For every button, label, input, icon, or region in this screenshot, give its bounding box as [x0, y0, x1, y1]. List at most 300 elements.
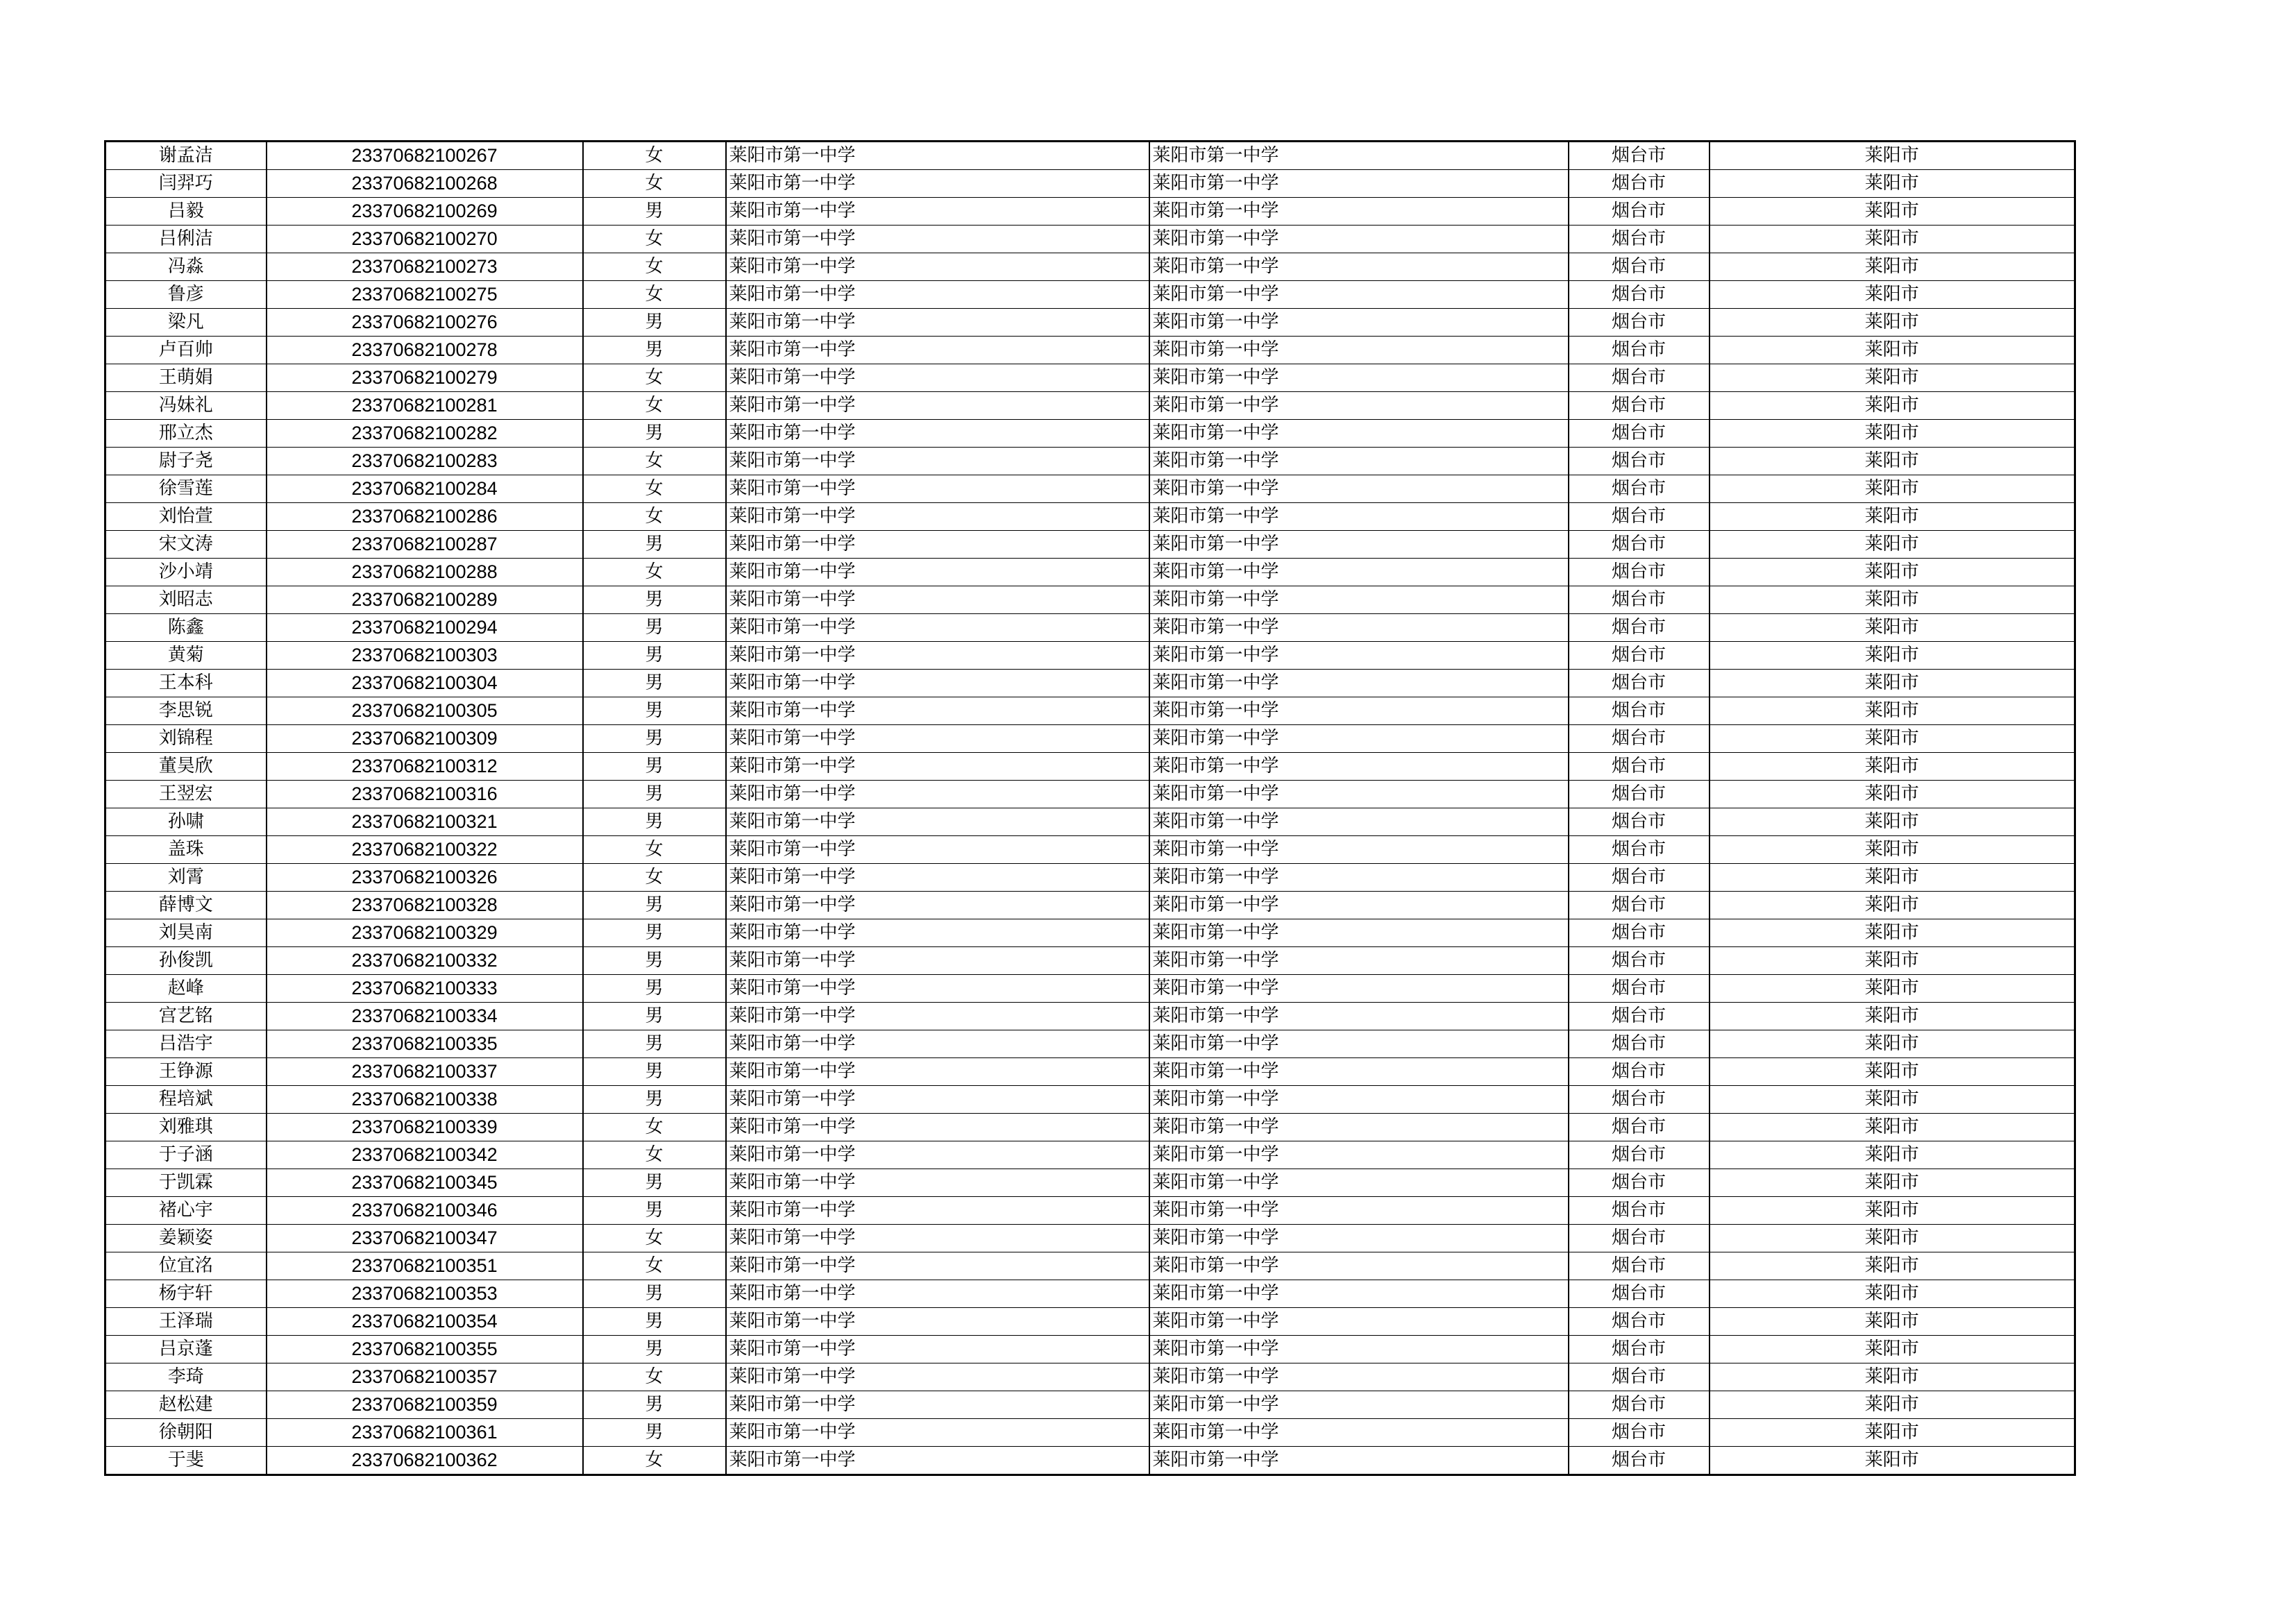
- name-cell: 闫羿巧: [105, 170, 267, 198]
- exam-id-cell: 23370682100347: [267, 1225, 583, 1252]
- school-cell: 莱阳市第一中学: [726, 1086, 1149, 1114]
- school-cell-2: 莱阳市第一中学: [1149, 1225, 1569, 1252]
- city-cell: 烟台市: [1569, 670, 1710, 697]
- county-cell: 莱阳市: [1710, 226, 2075, 253]
- school-cell-2: 莱阳市第一中学: [1149, 170, 1569, 198]
- county-cell: 莱阳市: [1710, 753, 2075, 781]
- table-row: [105, 1114, 2075, 1141]
- exam-id-cell: 23370682100335: [267, 1030, 583, 1058]
- gender-cell: 男: [583, 947, 726, 975]
- school-cell: 莱阳市第一中学: [726, 1336, 1149, 1363]
- table-row: [105, 836, 2075, 864]
- gender-cell: 女: [583, 475, 726, 503]
- name-cell: 徐雪莲: [105, 475, 267, 503]
- exam-id-cell: 23370682100281: [267, 392, 583, 420]
- school-cell-2: 莱阳市第一中学: [1149, 614, 1569, 642]
- school-cell: 莱阳市第一中学: [726, 531, 1149, 559]
- name-cell: 杨宇轩: [105, 1280, 267, 1308]
- gender-cell: 男: [583, 670, 726, 697]
- county-cell: 莱阳市: [1710, 1252, 2075, 1280]
- county-cell: 莱阳市: [1710, 281, 2075, 309]
- table-row: [105, 1030, 2075, 1058]
- county-cell: 莱阳市: [1710, 1419, 2075, 1447]
- school-cell: 莱阳市第一中学: [726, 919, 1149, 947]
- gender-cell: 男: [583, 975, 726, 1003]
- table-row: [105, 670, 2075, 697]
- gender-cell: 男: [583, 1336, 726, 1363]
- table-row: [105, 1141, 2075, 1169]
- gender-cell: 女: [583, 503, 726, 531]
- table-row: [105, 781, 2075, 808]
- city-cell: 烟台市: [1569, 1197, 1710, 1225]
- gender-cell: 女: [583, 1114, 726, 1141]
- city-cell: 烟台市: [1569, 1003, 1710, 1030]
- gender-cell: 女: [583, 392, 726, 420]
- school-cell: 莱阳市第一中学: [726, 697, 1149, 725]
- city-cell: 烟台市: [1569, 808, 1710, 836]
- school-cell: 莱阳市第一中学: [726, 142, 1149, 170]
- county-cell: 莱阳市: [1710, 670, 2075, 697]
- name-cell: 王翌宏: [105, 781, 267, 808]
- gender-cell: 女: [583, 170, 726, 198]
- table-row: [105, 448, 2075, 475]
- table-row: [105, 309, 2075, 337]
- gender-cell: 女: [583, 1225, 726, 1252]
- city-cell: 烟台市: [1569, 1169, 1710, 1197]
- school-cell: 莱阳市第一中学: [726, 1114, 1149, 1141]
- gender-cell: 男: [583, 531, 726, 559]
- city-cell: 烟台市: [1569, 475, 1710, 503]
- county-cell: 莱阳市: [1710, 614, 2075, 642]
- gender-cell: 男: [583, 614, 726, 642]
- school-cell: 莱阳市第一中学: [726, 864, 1149, 892]
- roster-table: [104, 140, 2076, 1476]
- school-cell: 莱阳市第一中学: [726, 975, 1149, 1003]
- school-cell: 莱阳市第一中学: [726, 1252, 1149, 1280]
- city-cell: 烟台市: [1569, 725, 1710, 753]
- name-cell: 谢孟洁: [105, 142, 267, 170]
- school-cell-2: 莱阳市第一中学: [1149, 1086, 1569, 1114]
- name-cell: 赵松建: [105, 1391, 267, 1419]
- school-cell-2: 莱阳市第一中学: [1149, 1003, 1569, 1030]
- exam-id-cell: 23370682100342: [267, 1141, 583, 1169]
- school-cell-2: 莱阳市第一中学: [1149, 392, 1569, 420]
- name-cell: 吕毅: [105, 198, 267, 226]
- school-cell: 莱阳市第一中学: [726, 1447, 1149, 1475]
- school-cell: 莱阳市第一中学: [726, 781, 1149, 808]
- table-row: [105, 947, 2075, 975]
- school-cell-2: 莱阳市第一中学: [1149, 697, 1569, 725]
- city-cell: 烟台市: [1569, 1086, 1710, 1114]
- school-cell-2: 莱阳市第一中学: [1149, 1141, 1569, 1169]
- table-row: [105, 1336, 2075, 1363]
- county-cell: 莱阳市: [1710, 531, 2075, 559]
- name-cell: 刘锦程: [105, 725, 267, 753]
- county-cell: 莱阳市: [1710, 253, 2075, 281]
- gender-cell: 女: [583, 253, 726, 281]
- county-cell: 莱阳市: [1710, 1003, 2075, 1030]
- name-cell: 吕浩宇: [105, 1030, 267, 1058]
- exam-id-cell: 23370682100288: [267, 559, 583, 586]
- table-row: [105, 697, 2075, 725]
- school-cell: 莱阳市第一中学: [726, 670, 1149, 697]
- exam-id-cell: 23370682100267: [267, 142, 583, 170]
- school-cell: 莱阳市第一中学: [726, 309, 1149, 337]
- table-row: [105, 1447, 2075, 1475]
- gender-cell: 男: [583, 337, 726, 364]
- table-row: [105, 226, 2075, 253]
- table-row: [105, 253, 2075, 281]
- exam-id-cell: 23370682100338: [267, 1086, 583, 1114]
- county-cell: 莱阳市: [1710, 808, 2075, 836]
- county-cell: 莱阳市: [1710, 586, 2075, 614]
- name-cell: 刘昭志: [105, 586, 267, 614]
- school-cell-2: 莱阳市第一中学: [1149, 1419, 1569, 1447]
- exam-id-cell: 23370682100328: [267, 892, 583, 919]
- county-cell: 莱阳市: [1710, 1225, 2075, 1252]
- county-cell: 莱阳市: [1710, 309, 2075, 337]
- school-cell-2: 莱阳市第一中学: [1149, 1363, 1569, 1391]
- city-cell: 烟台市: [1569, 614, 1710, 642]
- city-cell: 烟台市: [1569, 1058, 1710, 1086]
- table-row: [105, 864, 2075, 892]
- table-row: [105, 1363, 2075, 1391]
- city-cell: 烟台市: [1569, 170, 1710, 198]
- gender-cell: 男: [583, 1169, 726, 1197]
- name-cell: 徐朝阳: [105, 1419, 267, 1447]
- gender-cell: 女: [583, 559, 726, 586]
- city-cell: 烟台市: [1569, 781, 1710, 808]
- table-row: [105, 1252, 2075, 1280]
- school-cell: 莱阳市第一中学: [726, 1030, 1149, 1058]
- exam-id-cell: 23370682100351: [267, 1252, 583, 1280]
- table-row: [105, 170, 2075, 198]
- name-cell: 沙小靖: [105, 559, 267, 586]
- school-cell-2: 莱阳市第一中学: [1149, 1308, 1569, 1336]
- county-cell: 莱阳市: [1710, 725, 2075, 753]
- name-cell: 王萌娟: [105, 364, 267, 392]
- county-cell: 莱阳市: [1710, 864, 2075, 892]
- school-cell-2: 莱阳市第一中学: [1149, 337, 1569, 364]
- county-cell: 莱阳市: [1710, 1086, 2075, 1114]
- school-cell-2: 莱阳市第一中学: [1149, 420, 1569, 448]
- exam-id-cell: 23370682100329: [267, 919, 583, 947]
- name-cell: 程培斌: [105, 1086, 267, 1114]
- city-cell: 烟台市: [1569, 1280, 1710, 1308]
- name-cell: 邢立杰: [105, 420, 267, 448]
- city-cell: 烟台市: [1569, 1419, 1710, 1447]
- county-cell: 莱阳市: [1710, 198, 2075, 226]
- school-cell-2: 莱阳市第一中学: [1149, 281, 1569, 309]
- exam-id-cell: 23370682100326: [267, 864, 583, 892]
- name-cell: 孙俊凯: [105, 947, 267, 975]
- school-cell: 莱阳市第一中学: [726, 337, 1149, 364]
- gender-cell: 男: [583, 725, 726, 753]
- school-cell: 莱阳市第一中学: [726, 1197, 1149, 1225]
- exam-id-cell: 23370682100278: [267, 337, 583, 364]
- table-row: [105, 475, 2075, 503]
- city-cell: 烟台市: [1569, 1141, 1710, 1169]
- school-cell-2: 莱阳市第一中学: [1149, 364, 1569, 392]
- school-cell-2: 莱阳市第一中学: [1149, 142, 1569, 170]
- gender-cell: 男: [583, 892, 726, 919]
- exam-id-cell: 23370682100333: [267, 975, 583, 1003]
- gender-cell: 男: [583, 753, 726, 781]
- name-cell: 冯淼: [105, 253, 267, 281]
- county-cell: 莱阳市: [1710, 642, 2075, 670]
- school-cell: 莱阳市第一中学: [726, 503, 1149, 531]
- school-cell: 莱阳市第一中学: [726, 559, 1149, 586]
- gender-cell: 男: [583, 309, 726, 337]
- school-cell-2: 莱阳市第一中学: [1149, 781, 1569, 808]
- name-cell: 王本科: [105, 670, 267, 697]
- table-row: [105, 1391, 2075, 1419]
- table-row: [105, 753, 2075, 781]
- city-cell: 烟台市: [1569, 392, 1710, 420]
- school-cell-2: 莱阳市第一中学: [1149, 808, 1569, 836]
- name-cell: 位宜洺: [105, 1252, 267, 1280]
- exam-id-cell: 23370682100305: [267, 697, 583, 725]
- gender-cell: 女: [583, 836, 726, 864]
- table-row: [105, 1169, 2075, 1197]
- table-row: [105, 142, 2075, 170]
- gender-cell: 男: [583, 1280, 726, 1308]
- exam-id-cell: 23370682100362: [267, 1447, 583, 1475]
- exam-id-cell: 23370682100284: [267, 475, 583, 503]
- table-row: [105, 420, 2075, 448]
- school-cell: 莱阳市第一中学: [726, 1225, 1149, 1252]
- table-row: [105, 586, 2075, 614]
- school-cell: 莱阳市第一中学: [726, 420, 1149, 448]
- gender-cell: 男: [583, 1391, 726, 1419]
- county-cell: 莱阳市: [1710, 448, 2075, 475]
- gender-cell: 男: [583, 781, 726, 808]
- exam-id-cell: 23370682100275: [267, 281, 583, 309]
- table-row: [105, 614, 2075, 642]
- name-cell: 刘霄: [105, 864, 267, 892]
- table-row: [105, 725, 2075, 753]
- county-cell: 莱阳市: [1710, 392, 2075, 420]
- table-row: [105, 364, 2075, 392]
- gender-cell: 男: [583, 1086, 726, 1114]
- school-cell-2: 莱阳市第一中学: [1149, 559, 1569, 586]
- school-cell: 莱阳市第一中学: [726, 475, 1149, 503]
- county-cell: 莱阳市: [1710, 503, 2075, 531]
- school-cell: 莱阳市第一中学: [726, 836, 1149, 864]
- gender-cell: 女: [583, 1141, 726, 1169]
- school-cell-2: 莱阳市第一中学: [1149, 670, 1569, 697]
- gender-cell: 男: [583, 586, 726, 614]
- county-cell: 莱阳市: [1710, 1141, 2075, 1169]
- school-cell: 莱阳市第一中学: [726, 1058, 1149, 1086]
- school-cell: 莱阳市第一中学: [726, 725, 1149, 753]
- exam-id-cell: 23370682100322: [267, 836, 583, 864]
- gender-cell: 男: [583, 642, 726, 670]
- exam-id-cell: 23370682100355: [267, 1336, 583, 1363]
- school-cell: 莱阳市第一中学: [726, 892, 1149, 919]
- county-cell: 莱阳市: [1710, 1058, 2075, 1086]
- city-cell: 烟台市: [1569, 1114, 1710, 1141]
- name-cell: 姜颖姿: [105, 1225, 267, 1252]
- name-cell: 薛博文: [105, 892, 267, 919]
- school-cell: 莱阳市第一中学: [726, 947, 1149, 975]
- gender-cell: 男: [583, 919, 726, 947]
- gender-cell: 男: [583, 697, 726, 725]
- school-cell: 莱阳市第一中学: [726, 226, 1149, 253]
- gender-cell: 女: [583, 864, 726, 892]
- county-cell: 莱阳市: [1710, 1447, 2075, 1475]
- county-cell: 莱阳市: [1710, 1197, 2075, 1225]
- school-cell-2: 莱阳市第一中学: [1149, 309, 1569, 337]
- table-row: [105, 808, 2075, 836]
- city-cell: 烟台市: [1569, 586, 1710, 614]
- county-cell: 莱阳市: [1710, 1114, 2075, 1141]
- table-row: [105, 1003, 2075, 1030]
- school-cell: 莱阳市第一中学: [726, 1003, 1149, 1030]
- school-cell-2: 莱阳市第一中学: [1149, 836, 1569, 864]
- table-row: [105, 1086, 2075, 1114]
- school-cell: 莱阳市第一中学: [726, 198, 1149, 226]
- exam-id-cell: 23370682100269: [267, 198, 583, 226]
- school-cell: 莱阳市第一中学: [726, 753, 1149, 781]
- gender-cell: 女: [583, 1363, 726, 1391]
- name-cell: 董昊欣: [105, 753, 267, 781]
- county-cell: 莱阳市: [1710, 170, 2075, 198]
- gender-cell: 男: [583, 420, 726, 448]
- school-cell-2: 莱阳市第一中学: [1149, 1391, 1569, 1419]
- school-cell: 莱阳市第一中学: [726, 253, 1149, 281]
- exam-id-cell: 23370682100354: [267, 1308, 583, 1336]
- school-cell: 莱阳市第一中学: [726, 1391, 1149, 1419]
- table-row: [105, 198, 2075, 226]
- roster-body: [105, 142, 2075, 1475]
- name-cell: 吕京蓬: [105, 1336, 267, 1363]
- gender-cell: 女: [583, 281, 726, 309]
- table-row: [105, 559, 2075, 586]
- table-row: [105, 1280, 2075, 1308]
- county-cell: 莱阳市: [1710, 697, 2075, 725]
- school-cell-2: 莱阳市第一中学: [1149, 642, 1569, 670]
- school-cell: 莱阳市第一中学: [726, 170, 1149, 198]
- exam-id-cell: 23370682100279: [267, 364, 583, 392]
- name-cell: 于子涵: [105, 1141, 267, 1169]
- school-cell: 莱阳市第一中学: [726, 808, 1149, 836]
- name-cell: 于凯霖: [105, 1169, 267, 1197]
- city-cell: 烟台市: [1569, 1252, 1710, 1280]
- school-cell-2: 莱阳市第一中学: [1149, 1169, 1569, 1197]
- exam-id-cell: 23370682100289: [267, 586, 583, 614]
- table-row: [105, 1225, 2075, 1252]
- school-cell-2: 莱阳市第一中学: [1149, 253, 1569, 281]
- name-cell: 宋文涛: [105, 531, 267, 559]
- exam-id-cell: 23370682100276: [267, 309, 583, 337]
- school-cell: 莱阳市第一中学: [726, 448, 1149, 475]
- school-cell-2: 莱阳市第一中学: [1149, 947, 1569, 975]
- name-cell: 刘昊南: [105, 919, 267, 947]
- city-cell: 烟台市: [1569, 1363, 1710, 1391]
- city-cell: 烟台市: [1569, 364, 1710, 392]
- exam-id-cell: 23370682100309: [267, 725, 583, 753]
- county-cell: 莱阳市: [1710, 892, 2075, 919]
- exam-id-cell: 23370682100339: [267, 1114, 583, 1141]
- name-cell: 李思锐: [105, 697, 267, 725]
- school-cell-2: 莱阳市第一中学: [1149, 1447, 1569, 1475]
- table-row: [105, 392, 2075, 420]
- school-cell-2: 莱阳市第一中学: [1149, 919, 1569, 947]
- name-cell: 于斐: [105, 1447, 267, 1475]
- county-cell: 莱阳市: [1710, 1308, 2075, 1336]
- gender-cell: 女: [583, 142, 726, 170]
- city-cell: 烟台市: [1569, 975, 1710, 1003]
- gender-cell: 男: [583, 1308, 726, 1336]
- gender-cell: 女: [583, 1447, 726, 1475]
- table-row: [105, 642, 2075, 670]
- gender-cell: 男: [583, 1197, 726, 1225]
- city-cell: 烟台市: [1569, 559, 1710, 586]
- county-cell: 莱阳市: [1710, 420, 2075, 448]
- school-cell-2: 莱阳市第一中学: [1149, 864, 1569, 892]
- county-cell: 莱阳市: [1710, 975, 2075, 1003]
- exam-id-cell: 23370682100332: [267, 947, 583, 975]
- exam-id-cell: 23370682100359: [267, 1391, 583, 1419]
- exam-id-cell: 23370682100353: [267, 1280, 583, 1308]
- city-cell: 烟台市: [1569, 253, 1710, 281]
- county-cell: 莱阳市: [1710, 1336, 2075, 1363]
- gender-cell: 女: [583, 448, 726, 475]
- school-cell-2: 莱阳市第一中学: [1149, 1058, 1569, 1086]
- county-cell: 莱阳市: [1710, 475, 2075, 503]
- name-cell: 褚心宇: [105, 1197, 267, 1225]
- city-cell: 烟台市: [1569, 1391, 1710, 1419]
- school-cell: 莱阳市第一中学: [726, 1419, 1149, 1447]
- name-cell: 王泽瑞: [105, 1308, 267, 1336]
- exam-id-cell: 23370682100337: [267, 1058, 583, 1086]
- county-cell: 莱阳市: [1710, 559, 2075, 586]
- county-cell: 莱阳市: [1710, 1030, 2075, 1058]
- city-cell: 烟台市: [1569, 1336, 1710, 1363]
- city-cell: 烟台市: [1569, 198, 1710, 226]
- school-cell-2: 莱阳市第一中学: [1149, 1030, 1569, 1058]
- name-cell: 盖珠: [105, 836, 267, 864]
- school-cell: 莱阳市第一中学: [726, 392, 1149, 420]
- name-cell: 孙啸: [105, 808, 267, 836]
- gender-cell: 男: [583, 808, 726, 836]
- city-cell: 烟台市: [1569, 892, 1710, 919]
- school-cell-2: 莱阳市第一中学: [1149, 475, 1569, 503]
- table-row: [105, 531, 2075, 559]
- school-cell: 莱阳市第一中学: [726, 586, 1149, 614]
- exam-id-cell: 23370682100286: [267, 503, 583, 531]
- table-row: [105, 1419, 2075, 1447]
- name-cell: 陈鑫: [105, 614, 267, 642]
- school-cell-2: 莱阳市第一中学: [1149, 226, 1569, 253]
- name-cell: 宫艺铭: [105, 1003, 267, 1030]
- city-cell: 烟台市: [1569, 503, 1710, 531]
- exam-id-cell: 23370682100273: [267, 253, 583, 281]
- name-cell: 卢百帅: [105, 337, 267, 364]
- school-cell: 莱阳市第一中学: [726, 614, 1149, 642]
- county-cell: 莱阳市: [1710, 142, 2075, 170]
- city-cell: 烟台市: [1569, 309, 1710, 337]
- city-cell: 烟台市: [1569, 1030, 1710, 1058]
- table-row: [105, 975, 2075, 1003]
- school-cell-2: 莱阳市第一中学: [1149, 753, 1569, 781]
- county-cell: 莱阳市: [1710, 1391, 2075, 1419]
- table-row: [105, 281, 2075, 309]
- county-cell: 莱阳市: [1710, 1363, 2075, 1391]
- city-cell: 烟台市: [1569, 919, 1710, 947]
- city-cell: 烟台市: [1569, 281, 1710, 309]
